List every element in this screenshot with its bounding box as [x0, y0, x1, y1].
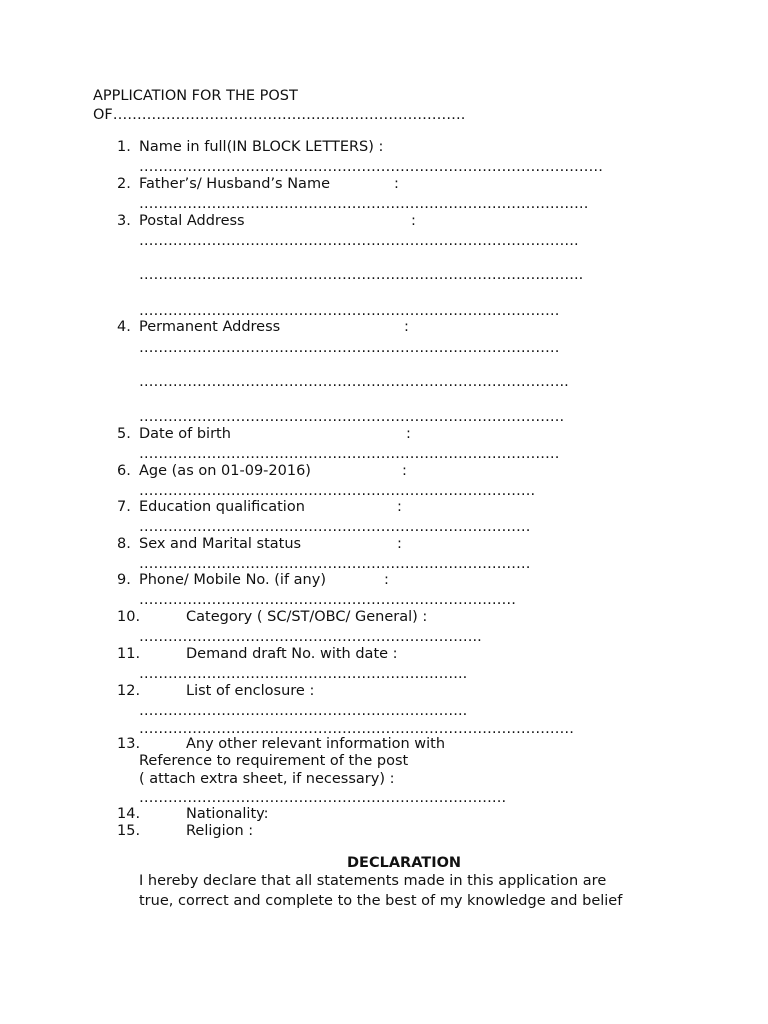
item-number-14: 14.: [117, 806, 141, 822]
item-number-5: 5.: [117, 426, 131, 442]
label-reference-requirement: Reference to requirement of the post: [139, 753, 409, 769]
form-title: APPLICATION FOR THE POST: [93, 88, 298, 104]
blank-father-husband-name: …………………………………………………………………………………: [139, 196, 589, 212]
blank-phone-mobile: ……………………………………………………………………: [139, 592, 516, 608]
label-sex-marital-status: Sex and Marital status: [139, 536, 302, 552]
blank-postal-address-2: ………………………………………………………………………………..: [139, 267, 584, 283]
blank-date-of-birth: ……………………………………………………………………………: [139, 446, 560, 462]
item-number-4: 4.: [117, 319, 131, 335]
item-number-2: 2.: [117, 176, 131, 192]
blank-name-in-full: ……………………………………………………………………………………: [139, 159, 603, 175]
item-number-1: 1.: [117, 139, 131, 155]
colon-5: :: [406, 426, 411, 442]
blank-category: ……………………………………………………………..: [139, 629, 482, 645]
colon-2: :: [394, 176, 399, 192]
label-postal-address: Postal Address: [139, 213, 245, 229]
item-number-15: 15.: [117, 823, 141, 839]
label-demand-draft: Demand draft No. with date :: [186, 646, 398, 662]
blank-other-information: ………………………………………………………………….: [139, 790, 507, 806]
declaration-heading: DECLARATION: [347, 855, 462, 871]
label-date-of-birth: Date of birth: [139, 426, 231, 442]
blank-postal-address-3: ……………………………………………………………………………: [139, 303, 560, 319]
label-list-of-enclosure: List of enclosure :: [186, 683, 315, 699]
label-father-husband-name: Father’s/ Husband’s Name: [139, 176, 330, 192]
item-number-13: 13.: [117, 736, 141, 752]
post-name-blank: OF……………………………………………………………….: [93, 107, 466, 123]
blank-permanent-address-1: ……………………………………………………………………………: [139, 340, 560, 356]
blank-enclosure-2: ………………………………………………………………………………: [139, 721, 574, 737]
blank-age: ……………………………………………………………………….: [139, 483, 536, 499]
label-permanent-address: Permanent Address: [139, 319, 281, 335]
colon-7: :: [397, 499, 402, 515]
blank-postal-address-1: ……………………………………………………………………………….: [139, 233, 579, 249]
item-number-3: 3.: [117, 213, 131, 229]
item-number-12: 12.: [117, 683, 141, 699]
blank-education-qualification: ………………………………………………………………………: [139, 519, 531, 535]
colon-3: :: [411, 213, 416, 229]
item-number-7: 7.: [117, 499, 131, 515]
item-number-11: 11.: [117, 646, 141, 662]
item-number-10: 10.: [117, 609, 141, 625]
item-number-6: 6.: [117, 463, 131, 479]
label-education-qualification: Education qualification: [139, 499, 305, 515]
item-number-8: 8.: [117, 536, 131, 552]
blank-permanent-address-2: ……………………………………………………………………………..: [139, 374, 569, 390]
blank-enclosure-1: …………………………………………………………..: [139, 703, 468, 719]
blank-sex-marital-status: ………………………………………………………………………: [139, 556, 531, 572]
blank-demand-draft: …………………………………………………………..: [139, 666, 468, 682]
label-age: Age (as on 01-09-2016): [139, 463, 311, 479]
label-nationality: Nationality:: [186, 806, 269, 822]
item-number-9: 9.: [117, 572, 131, 588]
colon-4: :: [404, 319, 409, 335]
blank-permanent-address-3: …………………………………………………………………………….: [139, 409, 565, 425]
declaration-text-line-1: I hereby declare that all statements made in this application are: [139, 873, 607, 889]
label-attach-extra-sheet: ( attach extra sheet, if necessary) :: [139, 771, 395, 787]
colon-8: :: [397, 536, 402, 552]
colon-9: :: [384, 572, 389, 588]
declaration-text-line-2: true, correct and complete to the best of my knowledge and belief: [139, 893, 623, 909]
label-name-in-full: Name in full(IN BLOCK LETTERS) :: [139, 139, 384, 155]
label-other-information: Any other relevant information with: [186, 736, 446, 752]
colon-6: :: [402, 463, 407, 479]
label-religion: Religion :: [186, 823, 254, 839]
label-category: Category ( SC/ST/OBC/ General) :: [186, 609, 428, 625]
label-phone-mobile: Phone/ Mobile No. (if any): [139, 572, 326, 588]
